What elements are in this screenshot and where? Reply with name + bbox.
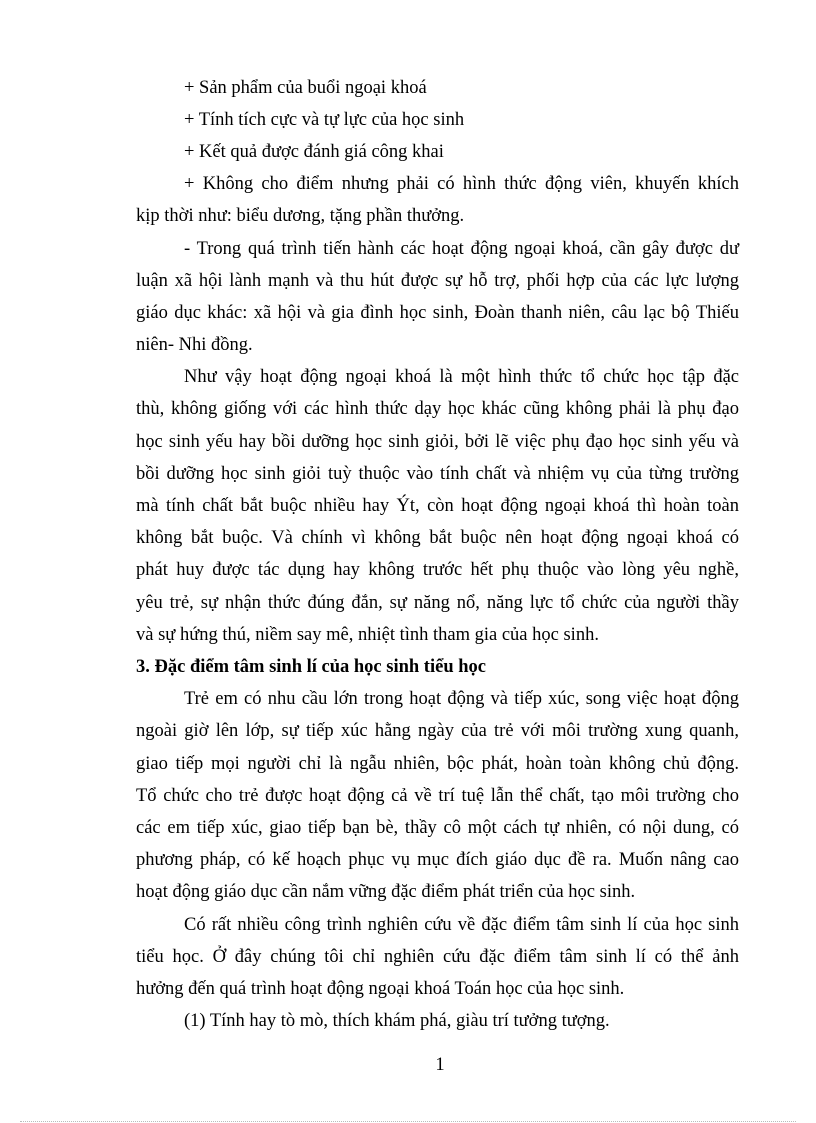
paragraph-line: tiểu học. Ở đây chúng tôi chỉ nghiên cứu đặc điểm tâm sinh lí có thể ảnh — [136, 947, 739, 967]
paragraph-line: các em tiếp xúc, giao tiếp bạn bè, thầy cô một cách tự nhiên, có nội dung, có — [136, 818, 739, 838]
bullet-line: + Kết quả được đánh giá công khai — [184, 142, 444, 162]
paragraph-line: giáo dục khác: xã hội và gia đình học sinh, Đoàn thanh niên, câu lạc bộ Thiếu — [136, 303, 739, 323]
bullet-line: + Sản phẩm của buổi ngoại khoá — [184, 78, 427, 98]
paragraph-line: và sự hứng thú, niềm say mê, nhiệt tình tham gia của học sinh. — [136, 625, 599, 645]
paragraph-line: thù, không giống với các hình thức dạy học khác cũng không phải là phụ đạo — [136, 399, 739, 419]
list-item: (1) Tính hay tò mò, thích khám phá, giàu trí tưởng tượng. — [184, 1011, 610, 1031]
paragraph-line: giao tiếp mọi người chỉ là ngẫu nhiên, bộc phát, hoàn toàn không chủ động. — [136, 754, 739, 774]
page-number: 1 — [435, 1055, 445, 1075]
bullet-line: + Tính tích cực và tự lực của học sinh — [184, 110, 465, 130]
bullet-line: + Không cho điểm nhưng phải có hình thức động viên, khuyến khích — [184, 174, 739, 194]
paragraph-line: hoạt động giáo dục cần nắm vững đặc điểm phát triển của học sinh. — [136, 882, 636, 902]
paragraph-line: Có rất nhiều công trình nghiên cứu về đặc điểm tâm sinh lí của học sinh — [184, 915, 739, 935]
paragraph-line: mà tính chất bắt buộc nhiều hay Ýt, còn hoạt động ngoại khoá thì hoàn toàn — [136, 496, 739, 516]
paragraph-line: yêu trẻ, sự nhận thức đúng đắn, sự năng nổ, năng lực tổ chức của người thầy — [136, 593, 739, 613]
paragraph-line: ngoài giờ lên lớp, sự tiếp xúc hằng ngày của trẻ với môi trường xung quanh, — [136, 721, 739, 741]
paragraph-line: hưởng đến quá trình hoạt động ngoại khoá Toán học của học sinh. — [136, 979, 625, 999]
paragraph-line: phương pháp, có kế hoạch phục vụ mục đích giáo dục đề ra. Muốn nâng cao — [136, 850, 739, 870]
page-bottom-rule — [20, 1121, 796, 1122]
section-heading: 3. Đặc điểm tâm sinh lí của học sinh tiểu học — [136, 657, 486, 677]
paragraph-line: học sinh yếu hay bồi dưỡng học sinh giỏi, bởi lẽ việc phụ đạo học sinh yếu và — [136, 432, 739, 452]
paragraph-line: Như vậy hoạt động ngoại khoá là một hình thức tổ chức học tập đặc — [184, 367, 739, 387]
paragraph-line: Trẻ em có nhu cầu lớn trong hoạt động và tiếp xúc, song việc hoạt động — [184, 689, 739, 709]
paragraph-line: Tổ chức cho trẻ được hoạt động cả về trí tuệ lẫn thể chất, tạo môi trường cho — [136, 786, 739, 806]
paragraph-line: luận xã hội lành mạnh và thu hút được sự hỗ trợ, phối hợp của các lực lượng — [136, 271, 739, 291]
paragraph-line: - Trong quá trình tiến hành các hoạt động ngoại khoá, cần gây được dư — [184, 239, 739, 259]
bullet-line: kịp thời như: biểu dương, tặng phần thưởng. — [136, 206, 465, 226]
paragraph-line: không bắt buộc. Và chính vì không bắt buộc nên hoạt động ngoại khoá có — [136, 528, 739, 548]
paragraph-line: niên- Nhi đồng. — [136, 335, 253, 355]
paragraph-line: phát huy được tác dụng hay không trước hết phụ thuộc vào lòng yêu nghề, — [136, 560, 739, 580]
paragraph-line: bồi dưỡng học sinh giỏi tuỳ thuộc vào tính chất và nhiệm vụ của từng trường — [136, 464, 739, 484]
